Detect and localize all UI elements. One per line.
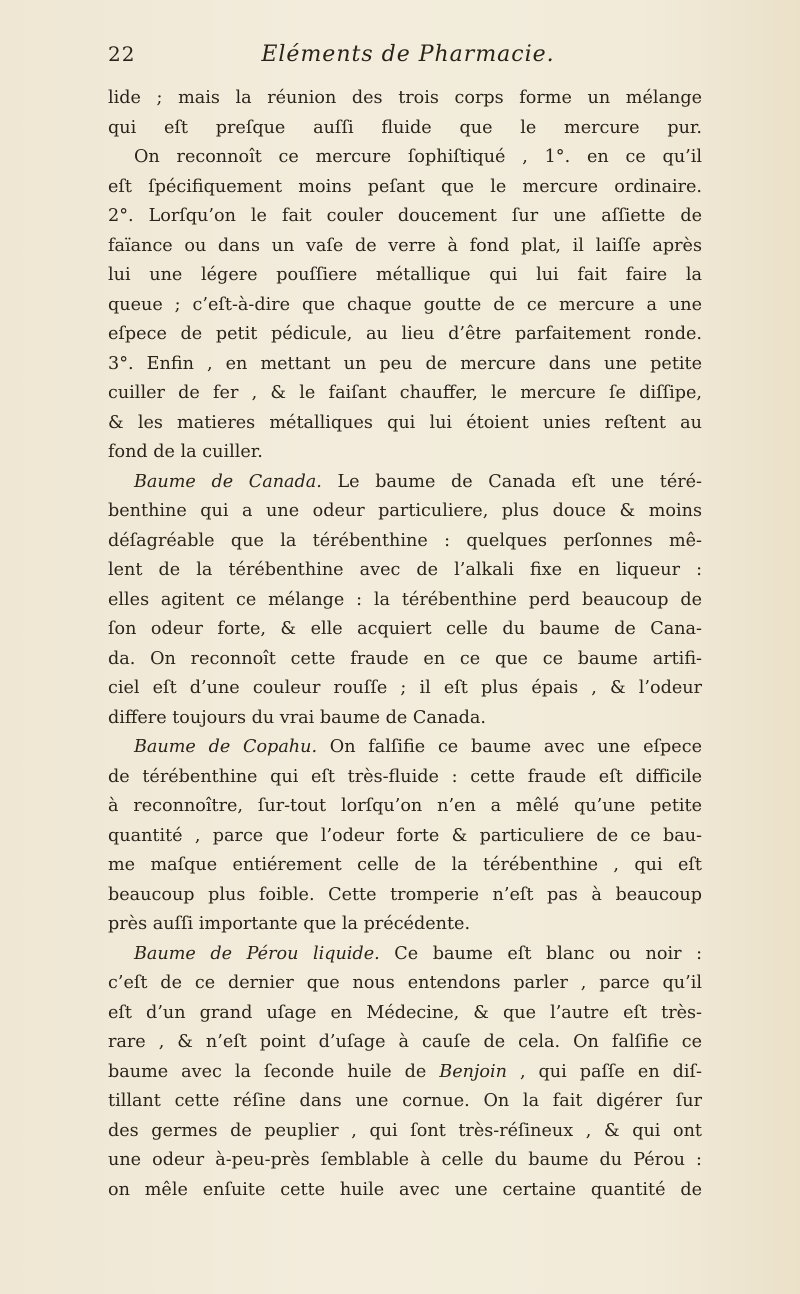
text-run: faïance ou dans un vaſe de verre à fond plat, il laiſſe après: [108, 235, 702, 256]
text-run: lent de la térébenthine avec de l’alkali fixe en liqueur :: [108, 560, 702, 580]
text-line: [108, 674, 702, 704]
text-run: rare , & n’eſt point d’uſage à cauſe de cela. On falſifie ce: [108, 1032, 702, 1052]
text-line: [108, 1028, 702, 1058]
text-line: [108, 586, 702, 616]
text-line: [108, 1117, 702, 1147]
text-line: [108, 468, 702, 498]
text-run: lui une légere pouſſiere métallique qui lui fait faire la: [108, 265, 702, 285]
text-line: [108, 969, 702, 999]
text-run: Le baume de Canada eſt une téré-: [321, 471, 702, 492]
text-run: une odeur à-peu-près ſemblable à celle du baume du Pérou :: [108, 1150, 702, 1170]
text-run: ciel eſt d’une couleur rouſſe ; il eſt plus épais , & l’odeur: [108, 678, 702, 698]
text-line: [108, 202, 702, 232]
text-line: [108, 232, 702, 262]
text-line: [108, 261, 702, 291]
text-run: des germes de peuplier , qui ſont très-réſineux , & qui ont: [108, 1120, 702, 1141]
text-run: On reconnoît ce mercure ſophiſtiqué , 1°. en ce qu’il: [134, 147, 702, 167]
text-line: [108, 438, 702, 468]
text-run: tillant cette réſine dans une cornue. On la fait digérer ſur: [108, 1091, 702, 1111]
text-line: [108, 379, 702, 409]
text-line: [108, 497, 702, 527]
text-run: c’eſt de ce dernier que nous entendons parler , parce qu’il: [108, 973, 702, 993]
text-run: près auſſi importante que la précédente.: [108, 914, 471, 934]
text-line: [108, 527, 702, 557]
text-run: 2°. Lorſqu’on le fait couler doucement ſur une aſſiette de: [108, 206, 702, 226]
text-run: me maſque entiérement celle de la térébenthine , qui eſt: [108, 855, 702, 875]
text-run: & les matieres métalliques qui lui étoient unies reſtent au: [108, 412, 702, 433]
text-line: [108, 291, 702, 321]
text-line: [108, 1058, 702, 1088]
text-line: [108, 1087, 702, 1117]
text-line: [108, 84, 702, 114]
text-line: [108, 763, 702, 793]
text-line: [108, 615, 702, 645]
text-run: Ce baume eſt blanc ou noir :: [379, 943, 702, 964]
text-run: elles agitent ce mélange : la térébenthine perd beaucoup de: [108, 589, 702, 610]
italic-term: Baume de Pérou liquide.: [134, 943, 380, 964]
text-line: [108, 999, 702, 1029]
text-run: baume avec la ſeconde huile de: [108, 1061, 440, 1082]
text-line: [108, 940, 702, 970]
text-line: [108, 556, 702, 586]
text-line: [108, 645, 702, 675]
running-title: Eléments de Pharmacie.: [261, 42, 555, 67]
text-line: [108, 910, 702, 940]
text-line: [108, 1146, 702, 1176]
italic-term: Baume de Canada.: [134, 471, 322, 492]
text-run: beaucoup plus foible. Cette tromperie n’eſt pas à beaucoup: [108, 884, 702, 905]
text-line: [108, 822, 702, 852]
text-line: [108, 851, 702, 881]
text-run: fond de la cuiller.: [108, 442, 263, 462]
text-line: [108, 143, 702, 173]
text-run: on mêle enſuite cette huile avec une certaine quantité de: [108, 1179, 702, 1200]
text-run: cuiller de fer , & le faiſant chauffer, le mercure ſe diſſipe,: [108, 383, 702, 403]
text-line: [108, 881, 702, 911]
text-run: eſt ſpécifiquement moins peſant que le mercure ordinaire.: [108, 176, 702, 197]
text-run: lide ; mais la réunion des trois corps forme un mélange: [108, 88, 702, 108]
text-run: differe toujours du vrai baume de Canada.: [108, 707, 487, 728]
text-run: , qui paſſe en diſ-: [506, 1061, 702, 1082]
text-run: da. On reconnoît cette fraude en ce que ce baume artifi-: [108, 648, 702, 669]
text-run: On falſifie ce baume avec une eſpece: [317, 737, 702, 757]
text-line: [108, 792, 702, 822]
text-run: queue ; c’eſt-à-dire que chaque goutte de ce mercure a une: [108, 294, 702, 315]
text-run: de térébenthine qui eſt très-fluide : cette fraude eſt difficile: [108, 766, 702, 787]
text-line: [108, 733, 702, 763]
text-run: 3°. Enfin , en mettant un peu de mercure dans une petite: [108, 353, 702, 374]
page-header: [108, 42, 708, 72]
text-line: [108, 114, 702, 144]
text-run: eſt d’un grand uſage en Médecine, & que l’autre eſt très-: [108, 1002, 702, 1023]
text-run: qui eſt preſque auſſi fluide que le mercure pur.: [108, 117, 702, 138]
text-run: eſpece de petit pédicule, au lieu d’être parfaitement ronde.: [108, 324, 702, 344]
body-text: [108, 84, 702, 1205]
italic-term: Baume de Copahu.: [134, 737, 318, 757]
text-line: [108, 704, 702, 734]
text-run: quantité , parce que l’odeur forte & particuliere de ce bau-: [108, 825, 702, 846]
text-run: déſagréable que la térébenthine : quelques perſonnes mê-: [108, 530, 702, 551]
text-run: benthine qui a une odeur particuliere, plus douce & moins: [108, 501, 702, 521]
text-run: ſon odeur forte, & elle acquiert celle du baume de Cana-: [108, 619, 702, 639]
text-line: [108, 1176, 702, 1206]
text-run: à reconnoître, ſur-tout lorſqu’on n’en a mêlé qu’une petite: [108, 796, 702, 816]
text-line: [108, 173, 702, 203]
text-line: [108, 350, 702, 380]
text-line: [108, 320, 702, 350]
page-number: 22: [108, 42, 136, 66]
italic-term: Benjoin: [439, 1061, 507, 1082]
text-line: [108, 409, 702, 439]
